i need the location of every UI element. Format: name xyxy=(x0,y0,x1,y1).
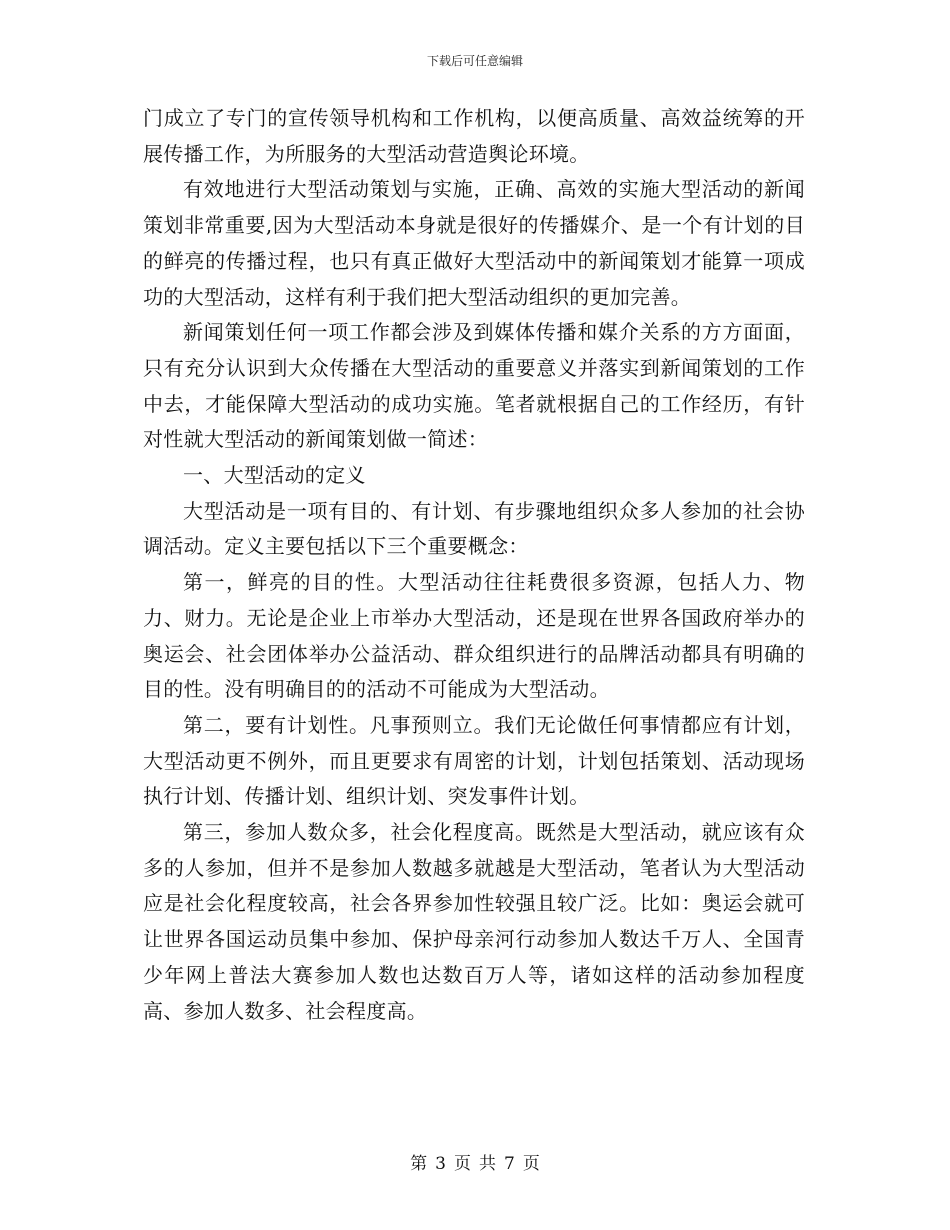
paragraph: 有效地进行大型活动策划与实施，正确、高效的实施大型活动的新闻策划非常重要,因为大型活动本身就是很好的传播媒介、是一个有计划的目的鲜亮的传播过程，也只有真正做好大型活动中的新闻策划才能算一项成功的大型活动，这样有利于我们把大型活动组织的更加完善。 xyxy=(143,177,805,309)
page-header: 下载后可任意编辑 xyxy=(426,54,523,68)
footer-prefix: 第 xyxy=(410,1154,428,1174)
paragraph: 大型活动是一项有目的、有计划、有步骤地组织众多人参加的社会协调活动。定义主要包括以下三个重要概念： xyxy=(143,498,805,559)
total-pages: 7 xyxy=(504,1154,515,1174)
paragraph: 第三，参加人数众多，社会化程度高。既然是大型活动，就应该有众多的人参加，但并不是参加人数越多就越是大型活动，笔者认为大型活动应是社会化程度较高，社会各界参加性较强且较广泛。比如：奥运会就可让世界各国运动员集中参加、保护母亲河行动参加人数达千万人、全国青少年网上普法大赛参加人数也达数百万人等，诸如这样的活动参加程度高、参加人数多、社会程度高。 xyxy=(143,820,805,1023)
footer-page-word: 页 xyxy=(454,1154,471,1174)
footer-total-word: 共 xyxy=(479,1154,496,1174)
paragraph: 第一，鲜亮的目的性。大型活动往往耗费很多资源，包括人力、物力、财力。无论是企业上市举办大型活动，还是现在世界各国政府举办的奥运会、社会团体举办公益活动、群众组织进行的品牌活动都具有明确的目的性。没有明确目的的活动不可能成为大型活动。 xyxy=(143,570,805,702)
paragraph: 新闻策划任何一项工作都会涉及到媒体传播和媒介关系的方方面面，只有充分认识到大众传播在大型活动的重要意义并落实到新闻策划的工作中去，才能保障大型活动的成功实施。笔者就根据自己的工作经历，有针对性就大型活动的新闻策划做一简述： xyxy=(143,320,805,452)
section-heading: 一、大型活动的定义 xyxy=(183,463,366,488)
paragraph: 第二，要有计划性。凡事预则立。我们无论做任何事情都应有计划，大型活动更不例外，而且更要求有周密的计划，计划包括策划、活动现场执行计划、传播计划、组织计划、突发事件计划。 xyxy=(143,712,805,809)
page-number: 3 xyxy=(435,1154,446,1174)
document-body xyxy=(143,101,805,1029)
paragraph-continued: 门成立了专门的宣传领导机构和工作机构，以便高质量、高效益统筹的开展传播工作，为所服务的大型活动营造舆论环境。 xyxy=(143,106,805,166)
page-footer xyxy=(0,1153,950,1175)
footer-suffix: 页 xyxy=(522,1154,540,1174)
